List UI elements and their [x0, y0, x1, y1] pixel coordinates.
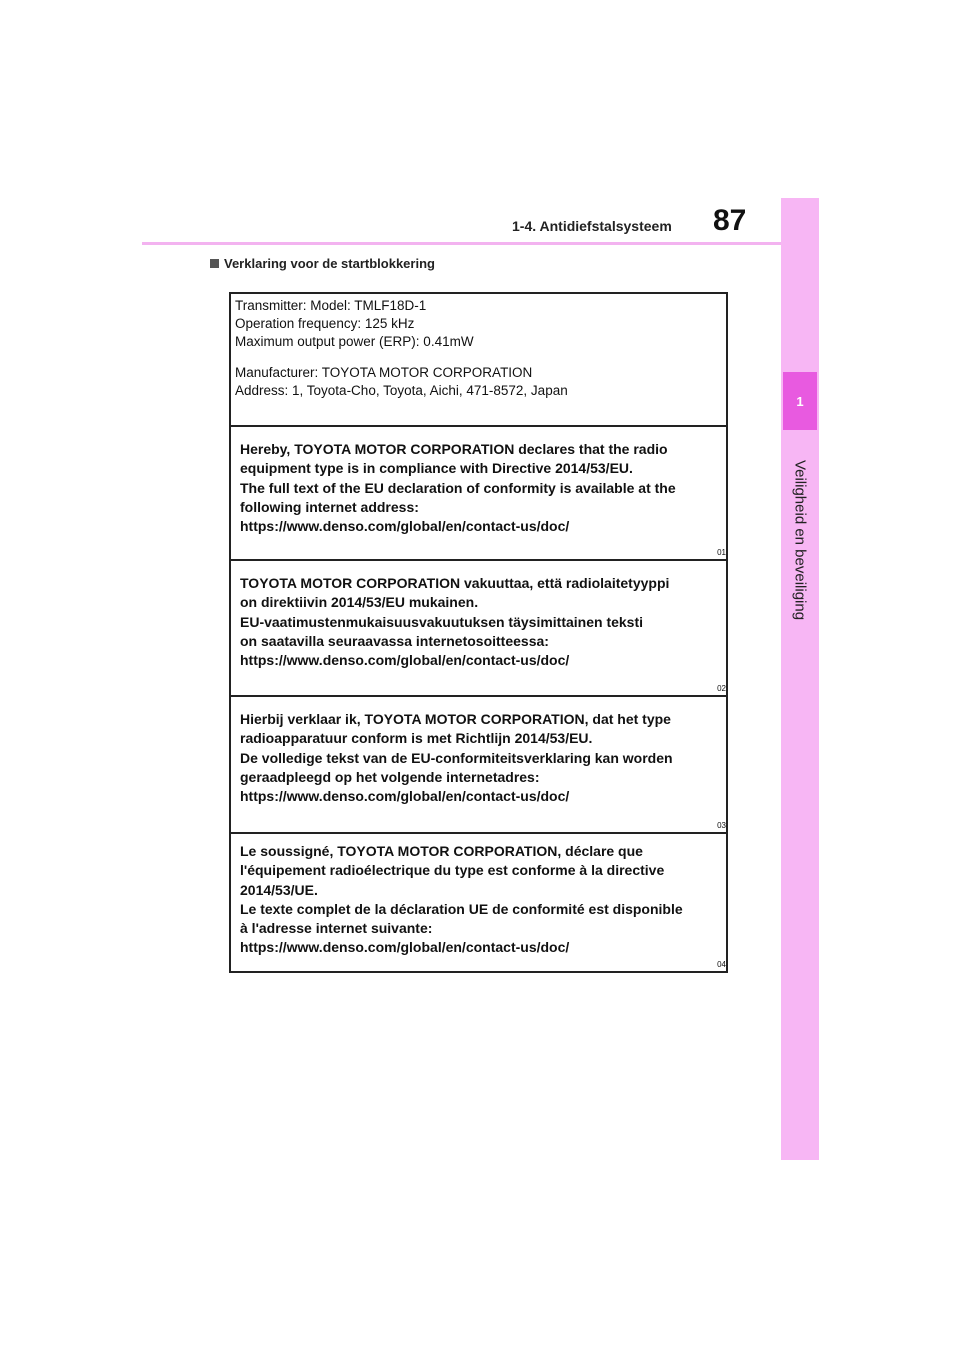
declaration-number: 02 [717, 684, 726, 693]
chapter-side-tab [781, 198, 819, 1160]
declaration-number: 03 [717, 821, 726, 830]
square-bullet-icon [210, 259, 219, 268]
declaration-line: radioapparatuur conform is met Richtlijn 2014/53/EU. [240, 730, 593, 747]
declaration-line: The full text of the EU declaration of conformity is available at the [240, 479, 676, 496]
declaration-line: on saatavilla seuraavassa internetosoitteessa: [240, 632, 549, 649]
chapter-number-tab: 1 [783, 372, 817, 430]
declaration-line: TOYOTA MOTOR CORPORATION vakuuttaa, että radiolaitetyyppi [240, 575, 670, 591]
declaration-line: on direktiivin 2014/53/EU mukainen. [240, 594, 479, 611]
manufacturer-line: Manufacturer: TOYOTA MOTOR CORPORATION [235, 365, 533, 380]
section-heading-text: Verklaring voor de startblokkering [224, 256, 435, 271]
declaration-line: Le texte complet de la déclaration UE de conformité est disponible [240, 900, 683, 917]
declaration-dutch [231, 695, 726, 832]
declaration-line: Hereby, TOYOTA MOTOR CORPORATION declares that the radio [240, 441, 668, 457]
transmitter-line: Operation frequency: 125 kHz [235, 316, 415, 331]
declaration-url: https://www.denso.com/global/en/contact-us/doc/ [240, 652, 570, 669]
declaration-box [229, 292, 728, 973]
declaration-line: geraadpleegd op het volgende internetadres: [240, 768, 540, 785]
transmitter-info [231, 294, 726, 427]
header-divider [142, 242, 788, 245]
transmitter-line: Maximum output power (ERP): 0.41mW [235, 334, 474, 349]
section-heading [210, 256, 435, 271]
declaration-line: à l'adresse internet suivante: [240, 920, 433, 937]
declaration-line: De volledige tekst van de EU-conformiteitsverklaring kan worden [240, 749, 673, 766]
declaration-url: https://www.denso.com/global/en/contact-us/doc/ [240, 788, 570, 805]
declaration-number: 01 [717, 548, 726, 557]
declaration-line: l'équipement radioélectrique du type est conforme à la directive [240, 862, 665, 879]
declaration-french [231, 832, 726, 971]
declaration-line: EU-vaatimustenmukaisuusvakuutuksen täysimittainen teksti [240, 613, 644, 630]
declaration-number: 04 [717, 960, 726, 969]
section-title: 1-4. Antidiefstalsysteem [512, 218, 672, 234]
declaration-english [231, 425, 726, 559]
chapter-label: Veiligheid en beveiliging [791, 459, 809, 621]
declaration-line: 2014/53/UE. [240, 881, 318, 898]
declaration-url: https://www.denso.com/global/en/contact-us/doc/ [240, 518, 570, 535]
transmitter-line: Transmitter: Model: TMLF18D-1 [235, 298, 427, 313]
page-number: 87 [713, 204, 747, 237]
declaration-line: following internet address: [240, 498, 419, 515]
declaration-finnish [231, 559, 726, 695]
declaration-url: https://www.denso.com/global/en/contact-us/doc/ [240, 939, 570, 956]
declaration-line: Hierbij verklaar ik, TOYOTA MOTOR CORPORATION, dat het type [240, 711, 671, 727]
address-line: Address: 1, Toyota-Cho, Toyota, Aichi, 471-8572, Japan [235, 383, 568, 398]
declaration-line: Le soussigné, TOYOTA MOTOR CORPORATION, déclare que [240, 843, 643, 859]
declaration-line: equipment type is in compliance with Directive 2014/53/EU. [240, 460, 633, 477]
